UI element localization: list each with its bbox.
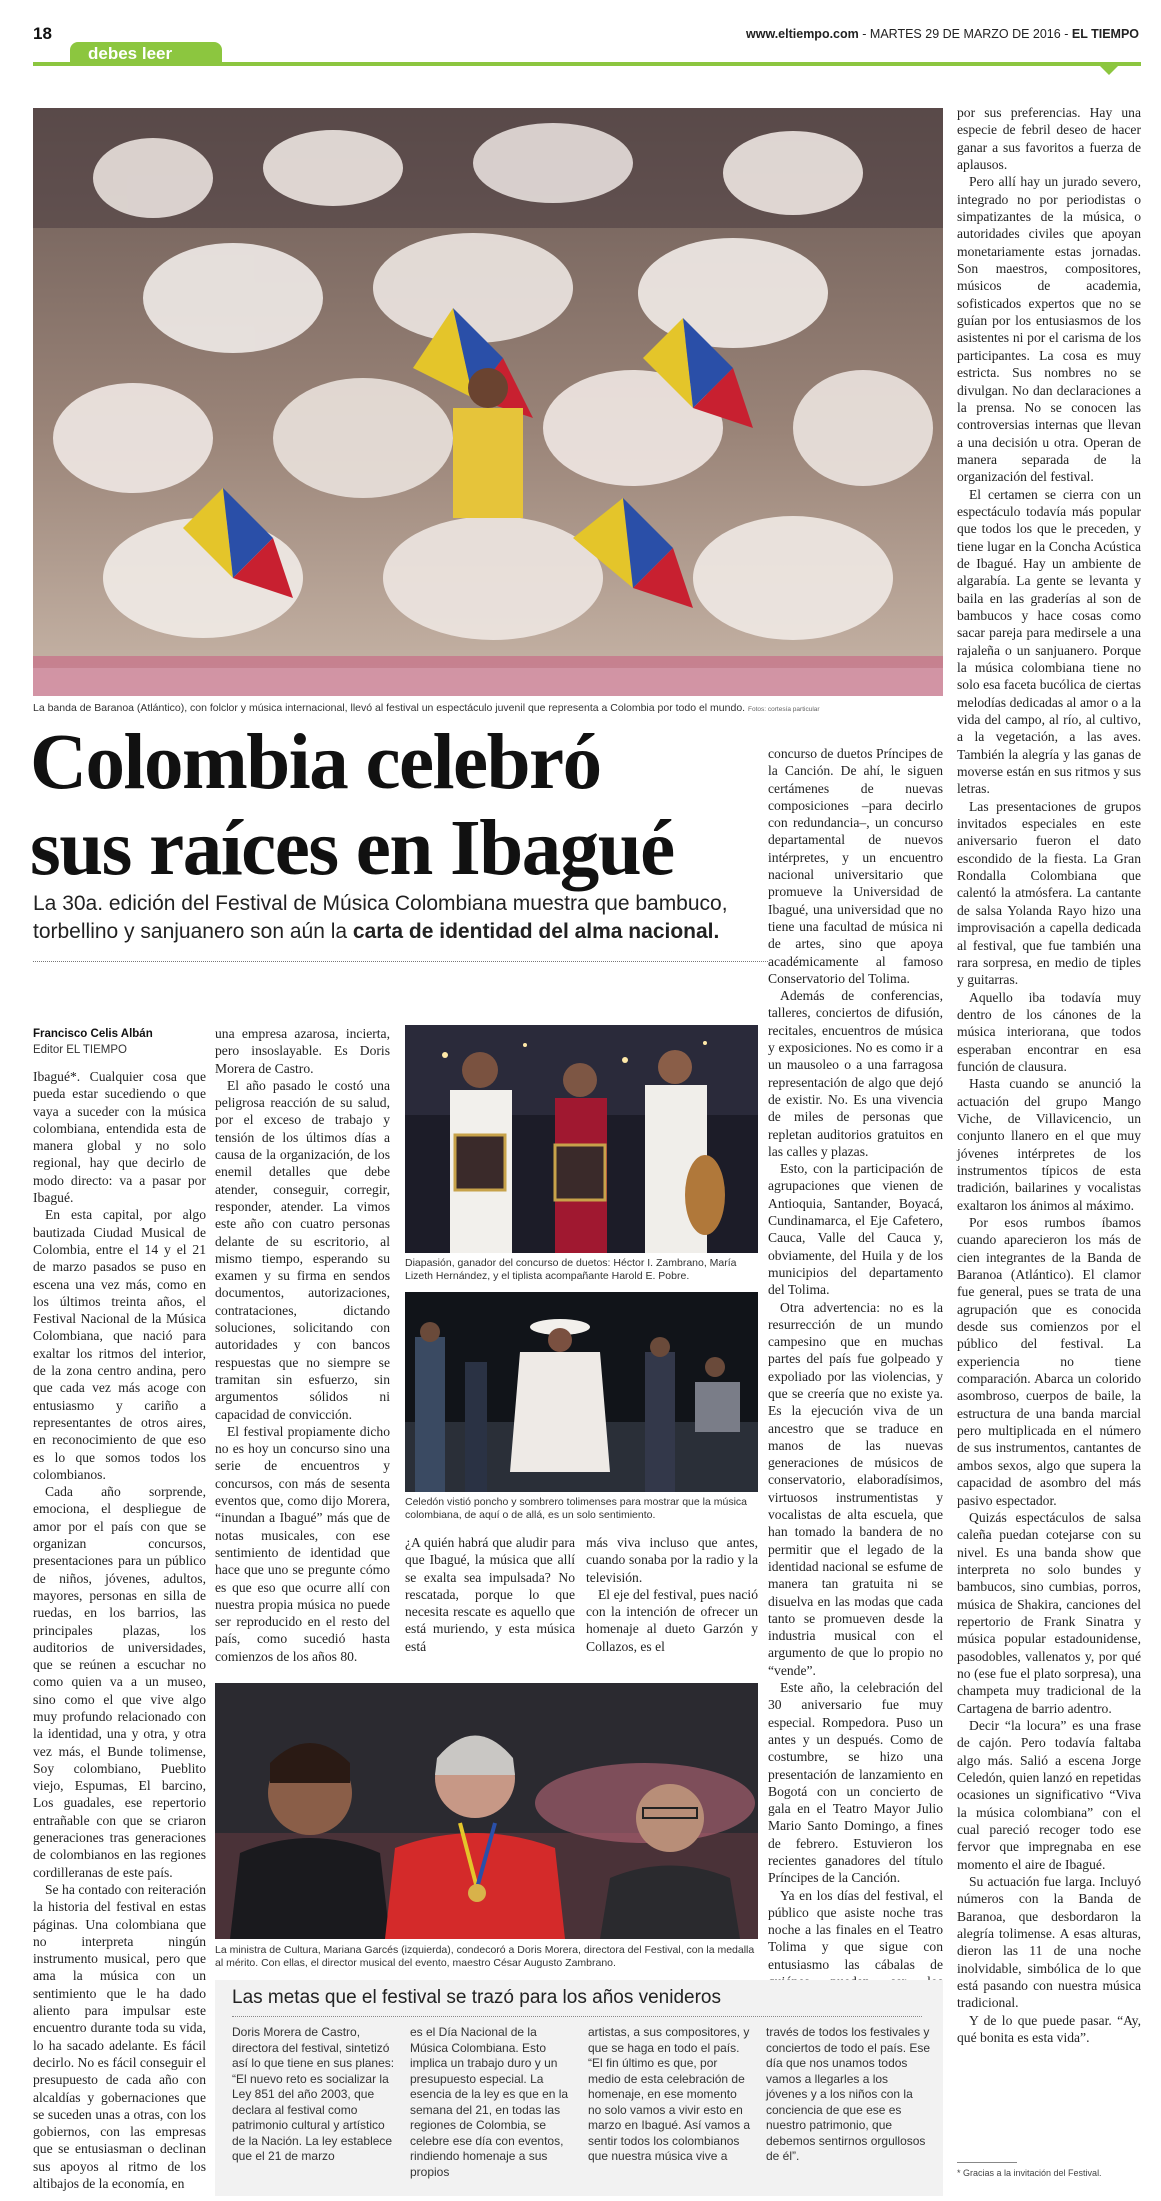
issue-date: MARTES 29 DE MARZO DE 2016 [869,27,1061,41]
article-column-2 [215,1025,390,1681]
article-paragraph: Aquello iba todavía muy dentro de los cánones de la música interiorana, que todos esperaban encontrar en esa función de clausura. [957,989,1141,1074]
article-paragraph: Cada año sorprende, emociona, el despliegue de amor por el país con que se organizan concursos, presentaciones para un público de niños, jóvenes, adultos, mayores, personas en silla de ruedas, en los barrios, las principales plazas, los auditorios de universidades, que se reúnen a escuchar no como quien va a un museo, sino como el que vive algo muy profundo relacionado con la identidad, una y otra, y otra vez más, el Bunde tolimense, Soy colombiano, Pueblito viejo, Espumas, El barcino, Los guadales, ese repertorio entrañable con que se criaron generaciones tras generaciones de colombianos en las regiones cordilleranas de este país. [33,1484,206,1880]
article-column-5 [957,104,1141,2156]
sidebar-column-3: artistas, a sus compositores, y que se haga en todo el país. “El fin último es que, por medio de esta celebración de homenaje, en ese momento no solo vamos a vivir esto en marzo en Ibagué. Así vamos a sentir todos los colombianos que nuestra música vive a [588,2025,751,2163]
article-paragraph: Y de lo que puede pasar. “Ay, qué bonita es esta vida”. [957,2012,1141,2046]
award-ceremony-caption: La ministra de Cultura, Mariana Garcés (izquierda), condecoró a Doris Morera, directora del Festival, con la medalla al mérito. Con ellas, el director musical del evento, maestro César Augusto Zambrano. [215,1944,755,1969]
header-separator: - [862,27,867,41]
duet-winners-photo [405,1025,758,1253]
byline-author: Francisco Celis Albán [33,1028,153,1040]
article-paragraph: El eje del festival, pues nació con la intención de ofrecer un homenaje al dueto Garzón y Collazos, es el [586,1586,758,1654]
section-label: debes leer [88,44,173,63]
article-paragraph: El año pasado le costó una peligrosa reacción de su salud, por el exceso de trabajo y tensión de los últimos días a causa de la organización, de los enemil detalles que debe atender, conseguir, corregir, responder, atender. La vimos este año con cuatro personas delante de su escritorio, al mismo tiempo, esperando su examen y su firma en sendos documentos, autorizaciones, contrataciones, dictando soluciones, solicitando con autoridades y con bancos respuestas que no siempre se tramitan sin esfuerzo, sin argumentos sólidos ni capacidad de convicción. [215,1077,390,1422]
main-photo-caption-text: La banda de Baranoa (Atlántico), con folclor y música internacional, llevó al festival un espectáculo juvenil que representa a Colombia por todo el mundo. [33,702,746,714]
article-paragraph: Las presentaciones de grupos invitados especiales en este aniversario fueron el dato escondido de la fiesta. La Gran Rondalla Colombiana que calentó la atmósfera. La cantante de salsa Yolanda Rayo hizo una improvisación a capella dedicada al festival, que fue también una rara sorpresa, en medio de tiples y guitarras. [957,798,1141,988]
article-paragraph: Hasta cuando se anunció la actuación del grupo Mango Viche, de Villavicencio, un conjunto llanero en el que muy jóvenes intérpretes de los instrumentos típicos de esta tradición, bailarines y vocalistas exaltaron los ánimos al máximo. [957,1076,1141,1213]
sidebar-title: Las metas que el festival se trazó para los años venideros [232,1987,721,2008]
subheadline-text: La 30a. edición del Festival de Música Colombiana muestra que bambuco, torbellino y sanjuanero son aún la [33,892,728,943]
article-paragraph: ¿A quién habrá que aludir para que Ibagué, la música que allí se exalta sea impulsada? No rescatada, porque lo que necesita rescate es aquello que está muriendo, y esta música está [405,1535,575,1654]
headline-line-2: sus raíces en Ibagué [30,805,674,892]
article-paragraph: El festival propiamente dicho no es hoy un concurso sino una serie de encuentros y concursos, con más de sesenta eventos que, como dijo Morera, “inundan a Ibagué” más que de notas musicales, con ese sentimiento de identidad que hace que uno se pregunte cómo es que eso que ocurre allí con nuestra propia música no puede ser reproducido en el resto del país, como sucedió hasta comienzos de los años 80. [215,1423,390,1664]
subheadline [33,890,768,946]
footnote: * Gracias a la invitación del Festival. [957,2168,1102,2178]
article-column-2b [405,1534,575,1674]
article-paragraph: Su actuación fue larga. Incluyó números con la Banda de Baranoa, que desbordaron la alegría tolimense. A esas alturas, dieron las 11 de una noche inolvidable, simbólica de lo que está pasando con nuestra música tradicional. [957,1874,1141,2011]
article-paragraph: Se ha contado con reiteración la historia del festival en estas páginas. Una colombiana que no interpreta ningún instrumento musical, pero que ama la música con un sentimiento que le ha dado aliento para impulsar este encuentro durante toda su vida, lo ha sacado adelante. Es fácil decirlo. No es fácil conseguir el presupuesto de cada año con alcaldías y gobernaciones que se suceden unas a otras, con los gobiernos, con las empresas que se entusiasman o declinan sus apoyos al ritmo de los altibajos de la economía, en [33,1881,206,2191]
article-paragraph: El certamen se cierra con un espectáculo todavía más popular que todos los que le preceden, y tiene lugar en la Concha Acústica de Ibagué. Hay un ambiente de algarabía. La gente se levanta y baila en las graderías al son de bambucos y hace cosas como sacar pareja para medirsele a una rajaleña o un sanjuanero. Porque la música colombiana tiene no solo esa faceta bucólica de ciertas melodías dedicadas al amor o a la vida del campo, al río, al cultivo, a la vegetación, a las aves. También la alegría y las ganas de moverse están en sus ritmos y sus letras. [957,486,1141,797]
celedon-caption: Celedón vistió poncho y sombrero tolimenses para mostrar que la música colombiana, de aquí o de allá, es un solo sentimiento. [405,1496,747,1521]
header-separator-2: - [1064,27,1069,41]
article-column-4 [768,745,943,1970]
subheadline-rule [33,961,768,962]
byline-role: Editor EL TIEMPO [33,1044,127,1056]
article-paragraph: Quizás espectáculos de salsa caleña puedan cotejarse con su nivel. Es una banda show que interpreta no solo bundes y bambucos, sino cumbias, porros, música de Shakira, canciones del repertorio de Frank Sinatra y música popular estadounidense, pasodobles, vallenatos y, por qué no (ese fue el plato sorpresa), una champeta muy tradicional de la Cartagena de barrio adentro. [957,1509,1141,1716]
sidebar-column-4: través de todos los festivales y conciertos de todo el país. Ese día que nos unamos todos vamos a llegarles a los jóvenes y a los niños con la conciencia de que ese es nuestro patrimonio, que debemos sentirnos orgullosos de él”. [766,2025,931,2163]
main-photo [33,108,943,696]
article-paragraph: concurso de duetos Príncipes de la Canción. De ahí, le siguen certámenes de nuevas composiciones –para decirlo con redundancia–, un concurso departamental de nuevos intérpretes, y un encuentro nacional universitario que promueve la Universidad de Ibagué, una universidad que no tiene una facultad de música ni de artes, sino que apoya académicamente al famoso Conservatorio del Tolima. [768,746,943,986]
brand-name: EL TIEMPO [1071,27,1139,41]
article-paragraph: más viva incluso que antes, cuando sonaba por la radio y la televisión. [586,1535,758,1585]
sidebar-column-1: Doris Morera de Castro, directora del festival, sintetizó así lo que tiene en sus planes: “El nuevo reto es socializar la Ley 851 del año 2003, que declara al festival como patrimonio cultural y artístico de la Nación. La ley establece que el 21 de marzo [232,2025,395,2163]
award-ceremony-image [215,1683,758,1939]
page-number: 18 [33,24,52,43]
article-paragraph: una empresa azarosa, incierta, pero insoslayable. Es Doris Morera de Castro. [215,1026,390,1076]
headline [30,720,770,892]
article-paragraph: Este año, la celebración del 30 aniversario fue muy especial. Rompedora. Puso un antes y un después. Como de costumbre, se hizo una presentación de lanzamiento en Bogotá con un concierto de gala en el Teatro Mayor Julio Mario Santo Domingo, a fines de febrero. Estuvieron los recientes ganadores del título Príncipes de la Canción. [768,1680,943,1886]
band-performance-image [33,108,943,696]
award-ceremony-photo [215,1683,758,1939]
article-paragraph: Otra advertencia: no es la resurrección de un mundo campesino que en muchas partes del país fue golpeado y expoliado por las violencias, y que se creería que no existe ya. Es la ejecución viva de un ancestro que se traduce en manos de las nuevas generaciones de músicos de conservatorio, elaboradísimos, virtuosos instrumentistas y vocalistas de alta escuela, que han tomado la bandera de no permitir que el legado de la identidad nacional se esfume de manera tan gratuita ni se disuelva en las modas que cada tanto se promueven desde la industria musical con el argumento de que lo propio no “vende”. [768,1299,943,1678]
article-column-1 [33,1068,206,2196]
website-url[interactable]: www.eltiempo.com [746,27,859,41]
duet-winners-caption: Diapasión, ganador del concurso de duetos: Héctor I. Zambrano, María Lizeth Hernández, y el tiplista acompañante Harold E. Pobre. [405,1257,737,1282]
celedon-performance-image [405,1292,758,1492]
headline-line-1: Colombia celebró [30,719,601,806]
article-paragraph: Decir “la locura” es una frase de cajón. Pero todavía faltaba algo más. Salió a escena Jorge Celedón, quien lanzó en repetidas ocasiones un significativo “Viva la música colombiana” con el cual pareció recoger todo ese fervor que impregnaba en ese momento el aire de Ibagué. [957,1717,1141,1872]
article-paragraph: En esta capital, por algo bautizada Ciudad Musical de Colombia, entre el 14 y el 21 de marzo pasados se puso en escena una vez más, como en los últimos treinta años, el Festival Nacional de la Música Colombiana, que nació para exaltar los ritmos del interior, de la zona centro andina, pero que cada vez más acoge con entusiasmo y cariño a representantes de otros aires, en reconocimiento de que eso es lo que somos todos los colombianos. [33,1207,206,1482]
photo-credit: Fotos: cortesía particular [748,706,820,713]
article-paragraph: Ya en los días del festival, el público que asiste noche tras noche a las finales en el Teatro Tolima y que sigue con entusiasmo las cábalas de [768,1887,943,1972]
section-arrow-icon [1100,66,1118,75]
article-paragraph: Pero allí hay un jurado severo, integrado no por periodistas o simpatizantes de la música, o autoridades civiles que apoyan monetariamente estas jornadas. Son maestros, compositores, músicos de academia, sofisticados expertos que no se guían por los entusiasmos de los asistentes ni por el carisma de los participantes. La cosa es muy estricta. Sus nombres no se divulgan. No dan declaraciones a la prensa. No se conocen las controversias internas que llevan a una decisión u otra. Operan de manera separada de la organización del festival. [957,174,1141,485]
duet-winners-image [405,1025,758,1253]
article-paragraph: Esto, con la participación de agrupaciones que vienen de Antioquia, Santander, Boyacá, Cundinamarca, el Eje Cafetero, Cauca, Valle del Cauca y, obviamente, del Huila y de los municipios del departamento del Tolima. [768,1161,943,1298]
footnote-rule [957,2162,1017,2163]
article-column-3b [586,1534,758,1674]
celedon-photo [405,1292,758,1492]
article-paragraph: Por esos rumbos íbamos cuando aparecieron los más de cien integrantes de la Banda de Baranoa (Atlántico). El clamor fue general, pues se trata de una agrupación que es conocida desde sus comienzos por el público del festival. La experiencia no tiene comparación. Abarca un colorido asombroso, cuerpos de baile, la estructura de una banda marcial pero multiplicada en el número de sus instrumentos, cantantes de ambos sexos, algo que supera la capacidad de asombro del más pasivo espectador. [957,1215,1141,1508]
article-paragraph: Además de conferencias, talleres, conciertos de difusión, recitales, encuentros de música y exposiciones. No es como ir a un mausoleo o a una farragosa representación de algo que dejó de existir. No. Es una vivencia de miles de personas que repletan auditorios gratuitos en las calles y plazas. [768,988,943,1159]
main-photo-caption [33,702,943,716]
sidebar-rule [232,2016,922,2017]
sidebar-column-2: es el Día Nacional de la Música Colombiana. Esto implica un trabajo duro y un presupuesto especial. La esencia de la ley es que en la semana del 21, en todas las regiones de Colombia, se celebre ese día con eventos, rindiendo homenaje a sus propios [410,2025,569,2179]
masthead-line [746,27,1139,41]
article-paragraph: por sus preferencias. Hay una especie de febril deseo de hacer ganar a sus favoritos a fuerza de aplausos. [957,105,1141,173]
subheadline-emphasis: carta de identidad del alma nacional. [352,920,720,943]
article-paragraph: Ibagué*. Cualquier cosa que pueda estar sucediendo o que vaya a suceder con la música colombiana, entendida esta de manera global y no solo regional, hay que decirlo de modo directo: va a pasar por Ibagué. [33,1069,206,1206]
